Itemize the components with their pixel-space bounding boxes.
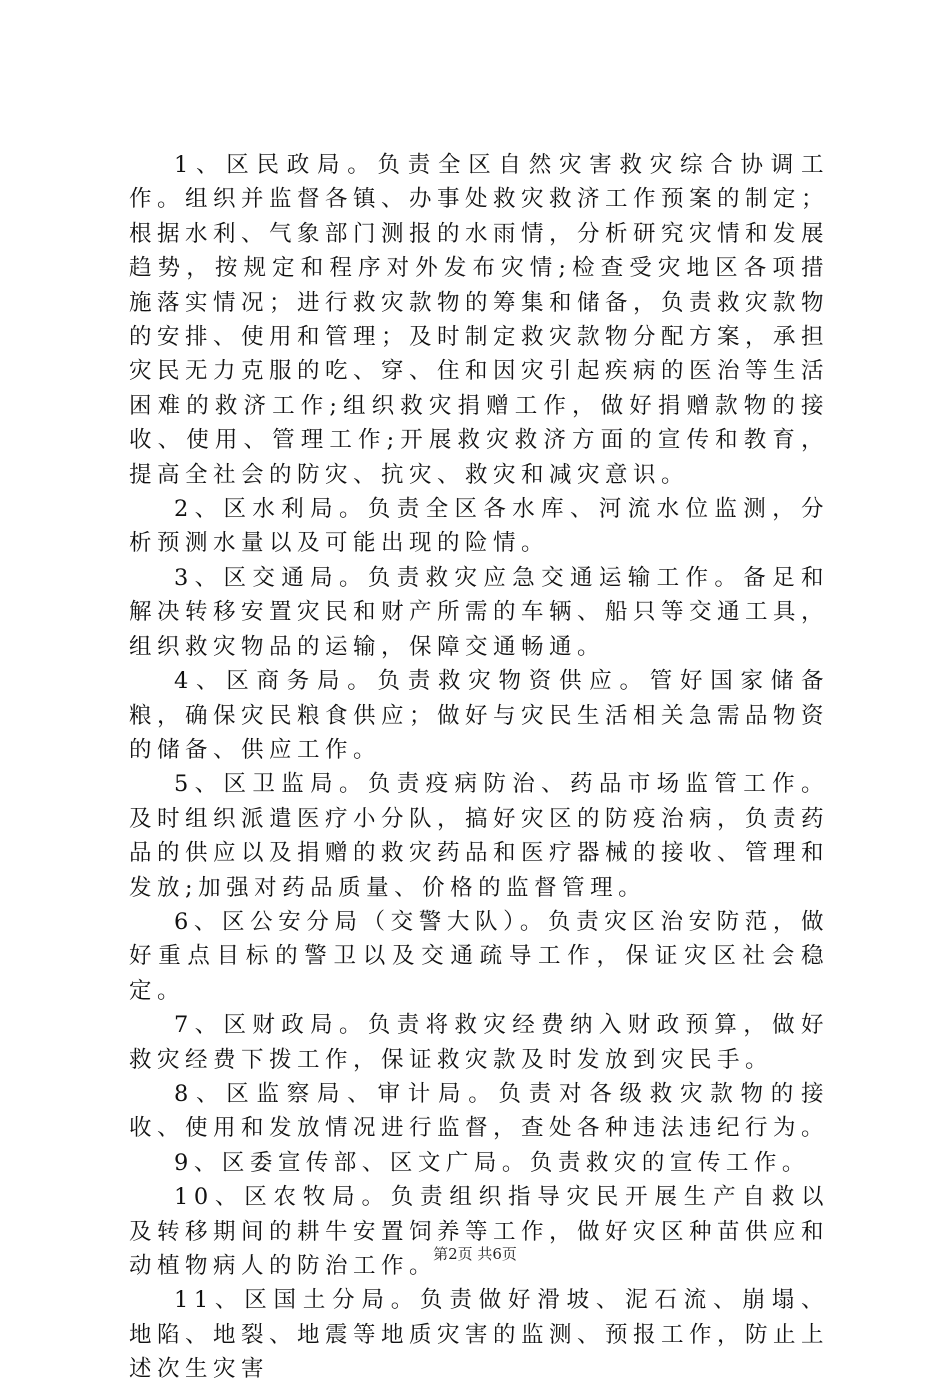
paragraph-public-security: 6、区公安分局（交警大队）。负责灾区治安防范，做好重点目标的警卫以及交通疏导工作，保证灾区社会稳定。	[129, 908, 829, 1004]
page-number-footer: 第2页 共6页	[433, 1245, 517, 1263]
paragraph-land-resources: 11、区国土分局。负责做好滑坡、泥石流、崩塌、地陷、地裂、地震等地质灾害的监测、预报工作，防止上述次生灾害	[129, 1287, 830, 1383]
paragraph-commerce: 4、区商务局。负责救灾物资供应。管好国家储备粮，确保灾民粮食供应；做好与灾民生活相关急需品物资的储备、供应工作。	[129, 668, 830, 763]
paragraph-water-resources: 2、区水利局。负责全区各水库、河流水位监测，分析预测水量以及可能出现的险情。	[129, 496, 829, 557]
paragraph-finance: 7、区财政局。负责将救灾经费纳入财政预算，做好救灾经费下拨工作，保证救灾款及时发放到灾民手。	[129, 1012, 829, 1073]
paragraph-supervision-audit: 8、区监察局、审计局。负责对各级救灾款物的接收、使用和发放情况进行监督，查处各种违法违纪行为。	[129, 1080, 830, 1142]
paragraph-health: 5、区卫监局。负责疫病防治、药品市场监管工作。及时组织派遣医疗小分队，搞好灾区的防疫治病，负责药品的供应以及捐赠的救灾药品和医疗器械的接收、管理和发放;加强对药品质量、价格的监督管理。	[129, 771, 830, 901]
paragraph-publicity: 9、区委宣传部、区文广局。负责救灾的宣传工作。	[174, 1149, 810, 1176]
paragraph-agriculture: 10、区农牧局。负责组织指导灾民开展生产自救以及转移期间的耕牛安置饲养等工作，做好灾区种苗供应和动植物病人的防治工作。	[129, 1184, 830, 1279]
paragraph-transport: 3、区交通局。负责救灾应急交通运输工作。备足和解决转移安置灾民和财产所需的车辆、船只等交通工具，组织救灾物品的运输，保障交通畅通。	[129, 564, 830, 660]
document-body	[129, 148, 829, 1387]
paragraph-civil-affairs: 1、区民政局。负责全区自然灾害救灾综合协调工作。组织并监督各镇、办事处救灾救济工作预案的制定；根据水利、气象部门测报的水雨情，分析研究灾情和发展趋势，按规定和程序对外发布灾情;检查受灾地区各项措施落实情况；进行救灾款物的筹集和储备，负责救灾款物的安排、使用和管理；及时制定救灾款物分配方案，承担灾民无力克服的吃、穿、住和因灾引起疾病的医治等生活困难的救济工作;组织救灾捐赠工作，做好捐赠款物的接收、使用、管理工作;开展救灾救济方面的宣传和教育，提高全社会的防灾、抗灾、救灾和减灾意识。	[129, 152, 830, 488]
